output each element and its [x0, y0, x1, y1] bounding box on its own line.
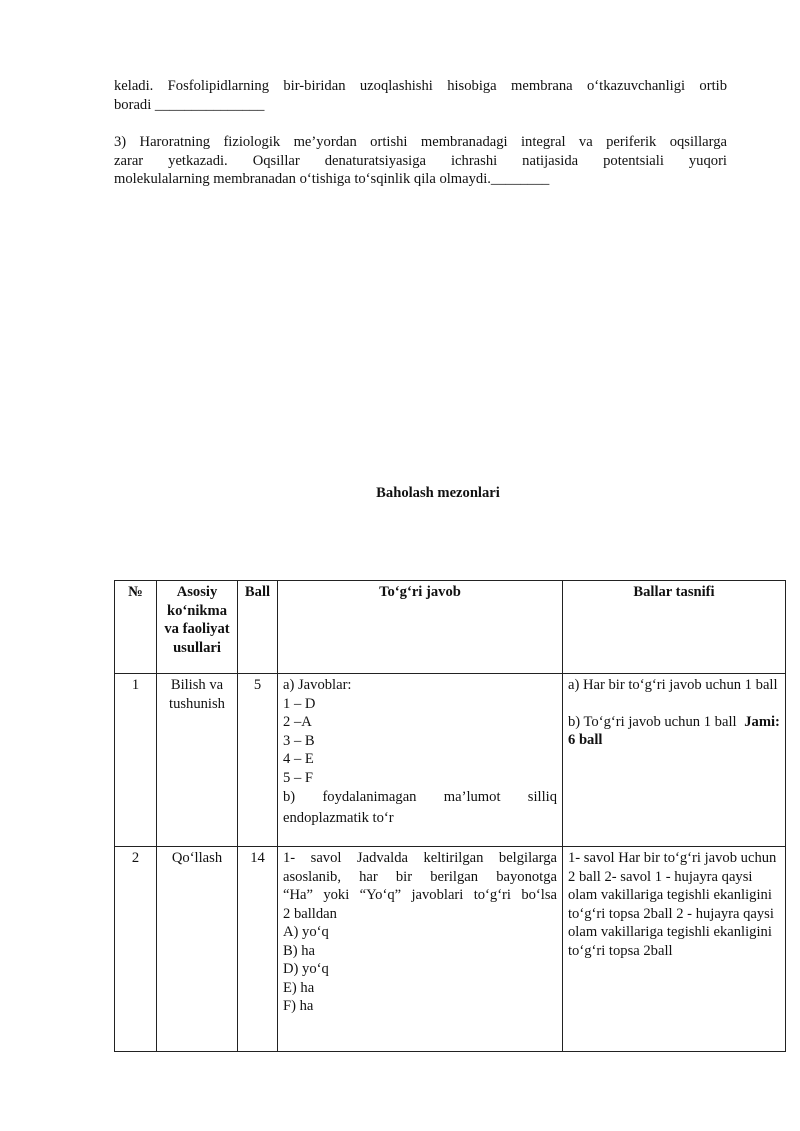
paragraph-line: molekulalarning membranadan o‘tishiga to‘sqinlik qila olmaydi.________ [114, 171, 550, 187]
criteria-line: vakillariga tegishli ekanligini [600, 887, 772, 903]
criteria-line: to‘g‘ri topsa 2ball [568, 905, 673, 922]
paragraph-line: zarar yetkazadi. Oqsillar denaturatsiyasiga ichrashi natijasida potentsiali yuqori [114, 152, 727, 169]
criteria-line: vakillariga tegishli ekanligini [600, 924, 772, 940]
criteria-line: ball [755, 677, 778, 693]
cell-skill: Bilish va tushunish [157, 674, 238, 847]
criteria-line: to‘g‘ri topsa 2ball [568, 942, 673, 959]
cell-num: 1 [115, 674, 157, 847]
paragraph-item-3 [114, 133, 727, 189]
answer-item: A) yo‘q [283, 924, 329, 940]
answer-item: 5 – F [283, 769, 314, 786]
cell-ball: 14 [238, 847, 278, 1052]
paragraph-line: 3) Haroratning fiziologik me’yordan ortishi membranadagi integral va periferik oqsillarga [114, 134, 727, 150]
answer-b-line: b) foydalanimagan ma’lumot silliq [283, 789, 557, 805]
answer-item: D) yo‘q [283, 961, 329, 977]
criteria-line: b) To‘g‘ri javob uchun [568, 713, 701, 730]
table-row [115, 674, 786, 847]
answer-line: “Ha” yoki “Yo‘q” javoblari to‘g‘ri bo‘lsa [283, 887, 557, 903]
criteria-line: 2 - hujayra qaysi olam [568, 905, 774, 940]
cell-criteria [563, 674, 786, 847]
cell-answer [278, 674, 563, 847]
criteria-line: Har bir to‘g‘ri javob uchun 2 [568, 850, 777, 885]
answer-item: E) ha [283, 979, 315, 996]
cell-criteria [563, 847, 786, 1052]
criteria-line: ball [578, 868, 601, 885]
answer-b-line: endoplazmatik to‘r [283, 810, 394, 826]
answer-item: B) ha [283, 942, 316, 959]
section-title: Baholash mezonlari [376, 485, 500, 501]
criteria-line: 2- savol [604, 868, 652, 885]
answer-item: 2 –A [283, 714, 312, 730]
cell-answer [278, 847, 563, 1052]
criteria-line: 1 - hujayra qaysi olam [568, 868, 753, 903]
header-ball: Ball [238, 581, 278, 674]
answer-line: 2 balldan [283, 905, 337, 922]
cell-num: 2 [115, 847, 157, 1052]
paragraph-continued [114, 77, 727, 114]
paragraph-line: keladi. Fosfolipidlarning bir-biridan uzoqlashishi hisobiga membrana o‘tkazuvchanligi ortib [114, 78, 727, 94]
table-header-row [115, 581, 786, 674]
header-skill: Asosiy ko‘nikma va faoliyat usullari [157, 581, 238, 674]
answer-item: 3 – B [283, 732, 315, 749]
header-criteria: Ballar tasnifi [563, 581, 786, 674]
criteria-total: Jami: 6 ball [568, 713, 780, 748]
answer-item: F) ha [283, 998, 314, 1014]
table-row [115, 847, 786, 1052]
header-answer: To‘g‘ri javob [278, 581, 563, 674]
header-num: № [115, 581, 157, 674]
answer-line: asoslanib, har bir berilgan bayonotga [283, 868, 557, 885]
answer-item: 1 – D [283, 695, 316, 712]
answer-line: 1- savol Jadvalda keltirilgan belgilarga [283, 850, 557, 866]
criteria-line: 1 ball [703, 713, 737, 730]
paragraph-line: boradi _______________ [114, 96, 265, 113]
answer-intro: a) Javoblar: [283, 677, 352, 693]
answer-item: 4 – E [283, 751, 314, 767]
cell-skill: Qo‘llash [157, 847, 238, 1052]
criteria-line: 1- savol [568, 850, 615, 866]
criteria-line: a) Har bir to‘g‘ri javob uchun 1 [568, 677, 752, 693]
criteria-table [114, 580, 786, 1052]
cell-ball: 5 [238, 674, 278, 847]
